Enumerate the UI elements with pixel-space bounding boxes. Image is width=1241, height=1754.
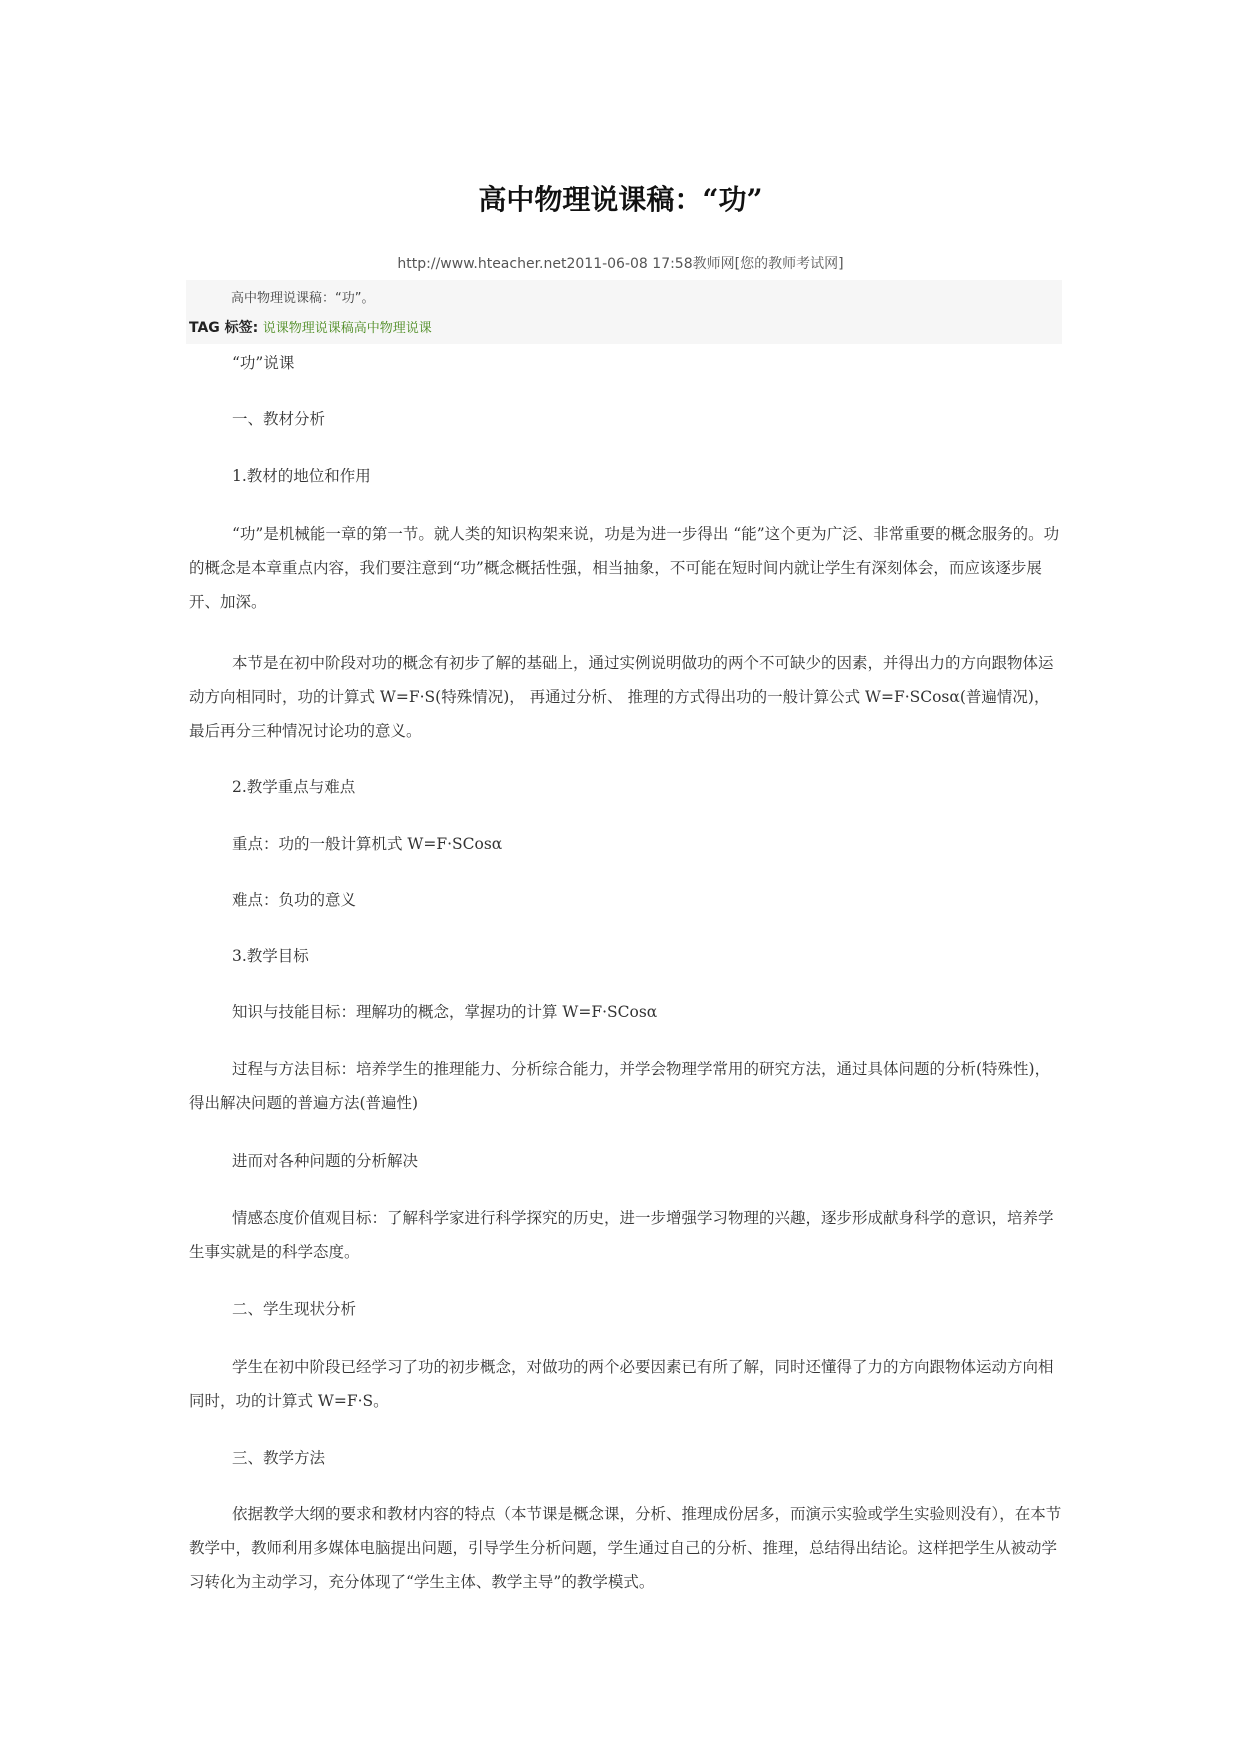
paragraph-process-goal: 过程与方法目标：培养学生的推理能力、分析综合能力，并学会物理学常用的研究方法，通过具体问题的分析(特殊性)，得出解决问题的普遍方法(普遍性) (189, 1060, 1051, 1112)
heading-subsection-1-2: 2.教学重点与难点 (232, 778, 356, 796)
paragraph-student-status: 学生在初中阶段已经学习了功的初步概念，对做功的两个必要因素已有所了解，同时还懂得了力的方向跟物体运动方向相同时，功的计算式 W=F·S。 (189, 1358, 1054, 1410)
paragraph-knowledge-goal: 知识与技能目标：理解功的概念，掌握功的计算 W=F·SCosα (232, 1003, 658, 1021)
publish-datetime: 2011-06-08 17:58 (566, 256, 693, 272)
paragraph-lesson-title: “功”说课 (232, 354, 295, 372)
summary-box (186, 280, 1062, 344)
paragraph-teaching-method: 依据教学大纲的要求和教材内容的特点（本节课是概念课，分析、推理成份居多，而演示实验或学生实验则没有），在本节教学中，教师利用多媒体电脑提出问题，引导学生分析问题，学生通过自己的分析、推理，总结得出结论。这样把学生从被动学习转化为主动学习，充分体现了“学生主体、教学主导”的教学模式。 (189, 1505, 1062, 1591)
paragraph-role: “功”是机械能一章的第一节。就人类的知识构架来说，功是为进一步得出 “能”这个更为广泛、非常重要的概念服务的。功的概念是本章重点内容，我们要注意到“功”概念概括性强，相当抽象，不可能在短时间内就让学生有深刻体会，而应该逐步展开、加深。 (189, 525, 1060, 611)
heading-section-2: 二、学生现状分析 (232, 1300, 357, 1318)
paragraph-difficulty: 难点：负功的意义 (232, 891, 357, 909)
tag-label: TAG 标签: (189, 320, 259, 336)
heading-subsection-1-1: 1.教材的地位和作用 (232, 467, 371, 485)
heading-section-3: 三、教学方法 (232, 1449, 326, 1467)
source-url[interactable]: http://www.hteacher.net (397, 256, 567, 272)
heading-subsection-1-3: 3.教学目标 (232, 947, 309, 965)
summary-text: 高中物理说课稿：“功”。 (231, 291, 375, 306)
paragraph-further: 进而对各种问题的分析解决 (232, 1152, 419, 1170)
paragraph-key-point: 重点：功的一般计算机式 W=F·SCosα (232, 835, 503, 853)
page-title: 高中物理说课稿：“功” (478, 183, 763, 216)
paragraph-attitude-goal: 情感态度价值观目标：了解科学家进行科学探究的历史，进一步增强学习物理的兴趣，逐步形成献身科学的意识，培养学生事实就是的科学态度。 (189, 1209, 1054, 1261)
tag-row (189, 317, 432, 337)
paragraph-overview: 本节是在初中阶段对功的概念有初步了解的基础上，通过实例说明做功的两个不可缺少的因素，并得出力的方向跟物体运动方向相同时，功的计算式 W=F·S(特殊情况)， 再通过分析、 推理的方式得出功的一般计算公式 W=F·SCosα(普遍情况)，最后再分三种情况讨论功的意义。 (189, 654, 1054, 740)
tag-links[interactable]: 说课物理说课稿高中物理说课 (262, 321, 432, 336)
source-name: 教师网[您的教师考试网] (692, 256, 844, 272)
heading-section-1: 一、教材分析 (232, 410, 326, 428)
article-meta (0, 253, 1241, 273)
